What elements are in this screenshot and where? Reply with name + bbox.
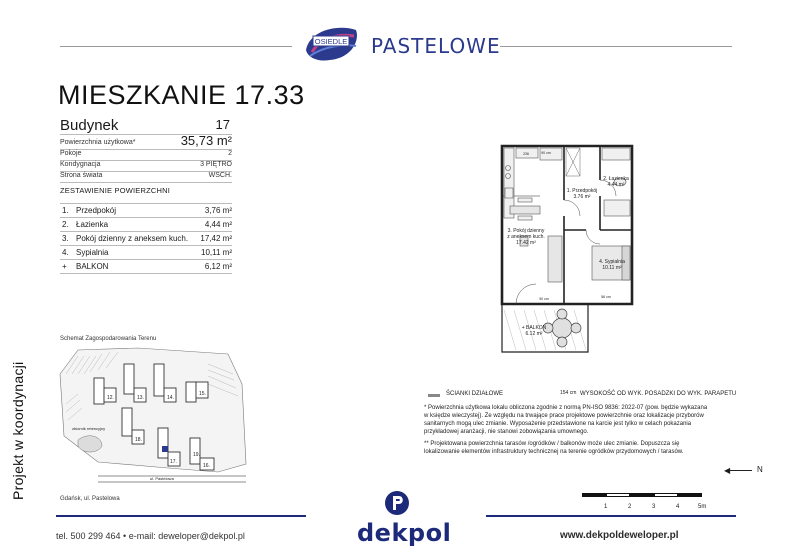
prop-value: 2 (228, 150, 232, 157)
prop-row-floor (60, 161, 232, 171)
north-line (730, 470, 752, 471)
room-label-3b: z aneksem kuch. (507, 234, 545, 240)
footer-line-right (486, 515, 736, 517)
room-area-1: 3.76 m² (573, 194, 591, 200)
height-mark: 56 cm (601, 295, 611, 299)
note-line: lokalizowanie elementów infrastruktury technicznej na terenie ogródków przydomowych / tarasów. (424, 449, 684, 455)
prop-label: Kondygnacja (60, 161, 101, 168)
page-title: MIESZKANIE 17.33 (58, 80, 305, 110)
scale-bar (582, 493, 702, 497)
room-area: 6,12 m² (204, 262, 232, 271)
room-label-1: 1. Przedpokój (566, 188, 598, 194)
footer-contact: tel. 500 299 464 • e-mail: deweloper@dekpol.pl (56, 531, 245, 541)
pond-label: zbiornik retencyjny (72, 426, 106, 431)
room-label: Sypialnia (76, 248, 109, 257)
height-legend-marker: 154 cm (560, 390, 577, 396)
note-line: przykładowej aranżacji, nie stanowi zobowiązania umownego. (424, 429, 589, 435)
room-row (60, 260, 232, 273)
footer-website: www.dekpoldeweloper.pl (560, 530, 679, 541)
room-area-4: 10.11 m² (602, 265, 622, 271)
building-label: 19. (193, 452, 200, 458)
site-map-title: Schemat Zagospodarowania Terenu (60, 336, 157, 342)
room-number: + (62, 262, 67, 271)
side-label: Projekt w koordynacji (10, 361, 26, 500)
room-number: 1. (62, 206, 69, 215)
wall-legend-label: ŚCIANKI DZIAŁOWE (446, 391, 504, 397)
prop-label: Pokoje (60, 150, 82, 157)
prop-label: Powierzchnia użytkowa* (60, 139, 136, 146)
room-area: 3,76 m² (204, 206, 232, 215)
room-label: Pokój dzienny z aneksem kuch. (76, 234, 189, 243)
scale-label: 1 (604, 504, 608, 510)
building-label: 13. (137, 395, 144, 401)
street-label: ul. Pastelowa (150, 476, 174, 481)
height-mark: 90 cm (541, 151, 551, 155)
balcony-area: 6.12 m² (525, 331, 543, 337)
balcony-label: + BALKON (521, 325, 547, 331)
note-line: ** Projektowana powierzchnia tarasów /ogródków / balkonów może ulec zmianie. Dopuszcza się (424, 441, 680, 447)
building-label: Budynek (60, 117, 119, 134)
note-line: w księdze wieczystej). Ze względu na trwające prace projektowe powierzchnie oraz lokalizacje przyborów (424, 413, 704, 419)
height-legend-label: WYSOKOŚĆ OD WYK. POSADZKI DO WYK. PARAPETU (580, 391, 737, 397)
site-address: Gdańsk, ul. Pastelowa (60, 496, 120, 502)
north-label: N (757, 465, 763, 474)
height-mark: 90 cm (539, 297, 549, 301)
rooms-section-title: ZESTAWIENIE POWIERZCHNI (60, 186, 171, 195)
prop-label: Strona świata (60, 172, 103, 179)
prop-value: WSCH. (208, 172, 232, 179)
scale-label: 4 (676, 504, 680, 510)
room-label: BALKON (76, 262, 109, 271)
building-label: 18. (135, 437, 142, 443)
room-row (60, 232, 232, 245)
scale-label: 3 (652, 504, 656, 510)
prop-row-orientation (60, 172, 232, 182)
room-label: Łazienka (76, 220, 109, 229)
prop-row-rooms (60, 150, 232, 160)
room-area: 17,42 m² (200, 234, 232, 243)
note-line: sanitarnych mogą ulec zmianie. Wyposażenie przedstawione na karcie jest tylko w celach pokazania (424, 421, 692, 427)
room-number: 4. (62, 248, 69, 257)
prop-value: 3 PIĘTRO (200, 161, 232, 168)
note-line: * Powierzchnia użytkowa lokalu obliczona zgodnie z normą PN-ISO 9836: 2022-07 (pow. będzie wykazana (424, 405, 708, 411)
room-label-4: 4. Sypialnia (599, 259, 625, 265)
divider (60, 182, 232, 183)
room-label-2: 2. Łazienka (603, 176, 629, 182)
room-number: 3. (62, 234, 69, 243)
badge-text: OSIEDLE (314, 37, 348, 46)
room-label-3: 3. Pokój dzienny (507, 228, 545, 234)
brand-name: PASTELOWE (371, 34, 501, 58)
room-area: 4,44 m² (204, 220, 232, 229)
scale-label: 5m (698, 504, 707, 510)
header-line-left (60, 46, 292, 47)
header-line-right (500, 46, 732, 47)
room-number: 2. (62, 220, 69, 229)
height-mark: 236 (523, 152, 529, 156)
dekpol-logo-icon (384, 490, 410, 516)
total-area-value: 35,73 m² (180, 133, 232, 148)
building-label: 14. (167, 395, 174, 401)
company-name: dekpol (357, 519, 452, 547)
room-area-3: 17.42 m² (516, 240, 536, 246)
room-label: Przedpokój (76, 206, 117, 215)
highlight-building (162, 446, 168, 452)
prop-row-area (60, 139, 232, 149)
osiedle-logo-icon (300, 22, 362, 64)
room-row (60, 204, 232, 217)
footer-line-left (56, 515, 306, 517)
building-label: 16. (203, 463, 210, 469)
room-row (60, 246, 232, 259)
room-area-2: 4.44 m² (607, 182, 625, 188)
building-label: 15. (199, 391, 206, 397)
divider (60, 273, 232, 274)
building-label: 12. (107, 395, 114, 401)
building-label: 17. (170, 459, 177, 465)
north-arrow-icon: ◀ (724, 466, 731, 475)
wall-legend-swatch (428, 394, 440, 397)
room-row (60, 218, 232, 231)
building-value: 17 (215, 117, 230, 132)
site-map (58, 344, 248, 496)
scale-label: 2 (628, 504, 632, 510)
room-area: 10,11 m² (201, 248, 232, 257)
floor-plan (496, 140, 646, 362)
